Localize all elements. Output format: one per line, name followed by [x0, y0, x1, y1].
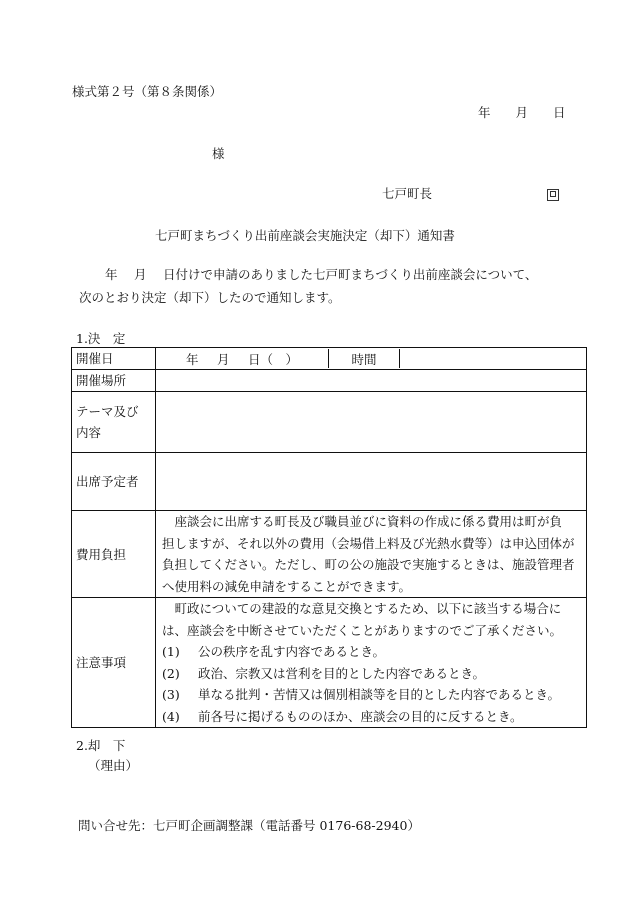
theme-label-line1: テーマ及び — [76, 404, 139, 419]
note-text: 前各号に掲げるもののほか、座談会の目的に反するとき。 — [198, 708, 523, 724]
document-title: 七戸町まちづくり出前座談会実施決定（却下）通知書 — [155, 228, 455, 243]
note-text: 単なる批判・苦情又は個別相談等を目的とした内容であるとき。 — [198, 687, 561, 702]
note-item — [162, 641, 583, 663]
attendees-label: 出席予定者 — [72, 453, 156, 511]
cost-line: へ使用料の減免申請をすることができます。 — [162, 578, 412, 594]
decision-table — [71, 347, 587, 728]
venue-value — [156, 370, 587, 392]
date-line: 年 月 日 — [478, 105, 566, 120]
notes-row — [72, 598, 587, 728]
theme-label — [72, 392, 156, 453]
notes-intro-line: は、座談会を中断させていただくことがありますのでご了承ください。 — [162, 622, 563, 638]
venue-row — [72, 370, 587, 392]
note-text: 公の秩序を乱す内容であるとき。 — [198, 644, 386, 659]
note-number: (1) — [162, 644, 180, 659]
notes-intro-line: 町政についての建設的な意見交換とするため、以下に該当する場合に — [174, 601, 562, 616]
note-item — [162, 663, 583, 685]
section1-heading: 1.決 定 — [76, 331, 126, 346]
cost-line: 座談会に出席する町長及び職員並びに資料の作成に係る費用は町が負 — [174, 514, 563, 529]
date-time-cell — [156, 348, 587, 370]
seal-icon — [547, 188, 559, 201]
issuer-name: 七戸町長 — [382, 186, 433, 201]
theme-label-line2: 内容 — [76, 425, 102, 440]
note-number: (3) — [162, 687, 180, 702]
attendees-value — [156, 453, 587, 511]
cost-text — [156, 511, 587, 598]
contact-info: 問い合せ先：七戸町企画調整課（電話番号 0176-68-2940） — [78, 818, 420, 833]
rejection-reason-label: （理由） — [88, 758, 139, 773]
intro-line-1: 年 月 日付けで申請のありました七戸町まちづくり出前座談会について、 — [105, 267, 538, 282]
date-row — [72, 348, 587, 370]
theme-row — [72, 392, 587, 453]
note-item — [162, 684, 583, 706]
cost-label: 費用負担 — [72, 511, 156, 598]
note-text: 政治、宗教又は営利を目的とした内容であるとき。 — [198, 665, 486, 681]
form-number: 様式第２号（第８条関係） — [72, 84, 223, 99]
note-item — [162, 706, 583, 728]
notes-label: 注意事項 — [72, 598, 156, 728]
section2-heading: 2.却 下 — [76, 738, 126, 753]
addressee-suffix: 様 — [212, 146, 225, 161]
notes-text — [156, 598, 587, 728]
date-value: 年 月 日（ ） — [156, 349, 329, 368]
theme-value — [156, 392, 587, 453]
date-label: 開催日 — [72, 348, 156, 370]
note-number: (4) — [162, 708, 180, 724]
cost-line: 担しますが、それ以外の費用（会場借上料及び光熱水費等）は申込団体が — [162, 535, 575, 551]
attendees-row — [72, 453, 587, 511]
venue-label: 開催場所 — [72, 370, 156, 392]
cost-row — [72, 511, 587, 598]
intro-line-2: 次のとおり決定（却下）したので通知します。 — [79, 290, 341, 305]
cost-line: 負担してください。ただし、町の公の施設で実施するときは、施設管理者 — [162, 557, 575, 572]
time-label: 時間 — [329, 349, 400, 368]
note-number: (2) — [162, 665, 180, 681]
